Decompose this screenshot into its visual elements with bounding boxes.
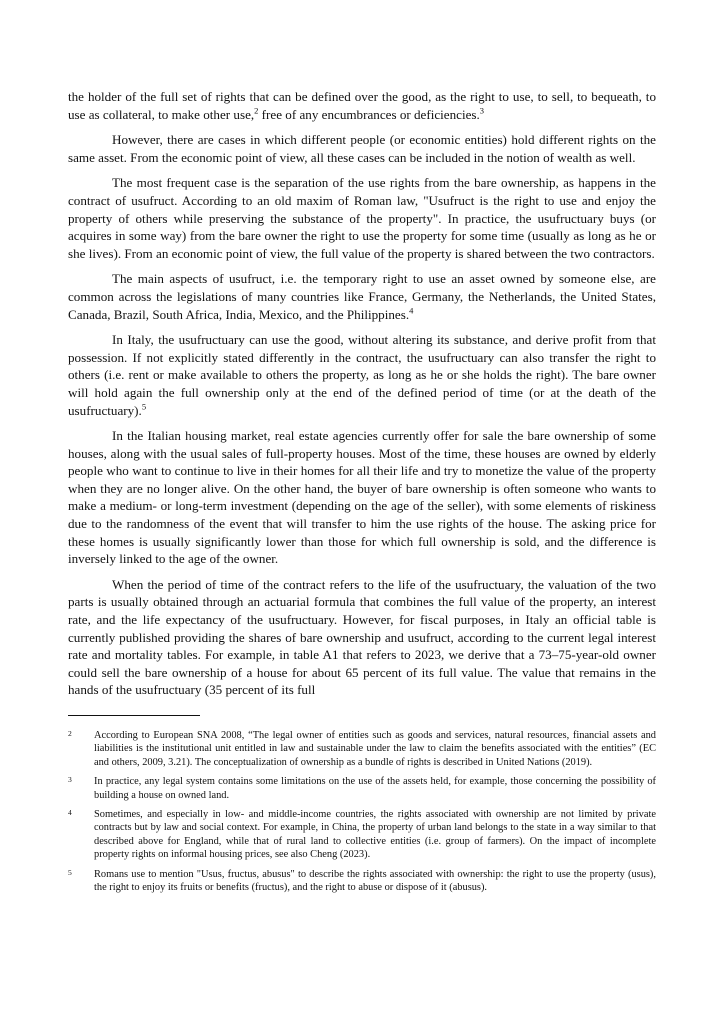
footnote-text: In practice, any legal system contains some limitations on the use of the assets held, for example, those concerning the possibility of building a house on owned land. xyxy=(94,776,656,801)
paragraph-text: The most frequent case is the separation of the use rights from the bare ownership, as happens in the contract of usufruct. According to an old maxim of Roman law, "Usufruct is the right to use and enjoy the property of others while preserving the substance of the property". In practice, the usufructuary buys (or acquires in some way) from the bare owner the right to use the property for some time (usually as long as he or she lives). From an economic point of view, the full value of the property is shared between the two contractors. xyxy=(68,175,656,261)
footnote-number: 5 xyxy=(68,867,72,877)
footnote-3 xyxy=(68,775,656,802)
paragraph-1 xyxy=(68,88,656,123)
footnote-text: Romans use to mention "Usus, fructus, abusus" to describe the rights associated with ownership: the right to use the property (usus), the right to enjoy its fruits or benefits (fructus), and the right to abuse or dispose of it (abusus). xyxy=(94,868,656,894)
paragraph-text: However, there are cases in which different people (or economic entities) hold different rights on the same asset. From the economic point of view, all these cases can be included in the notion of wealth as well. xyxy=(68,132,656,165)
footnote-ref[interactable]: 5 xyxy=(141,401,147,412)
footnote-ref[interactable]: 4 xyxy=(409,305,414,316)
footnote-text: According to European SNA 2008, “The legal owner of entities such as goods and services, natural resources, financial assets and liabilities is the institutional unit entitled in law and sustainable under the law to claim the benefits associated with the entities” (EC and others, 2009, 3.21). The conceptualization of ownership as a bundle of rights is described in United Nations (2019). xyxy=(94,730,656,768)
footnote-number: 3 xyxy=(68,775,72,785)
paragraph-text: The main aspects of usufruct, i.e. the temporary right to use an asset owned by someone else, are common across the legislations of many countries like France, Germany, the Netherlands, the United States, Canada, Brazil, South Africa, India, Mexico, and the Philippines. xyxy=(68,271,656,322)
footnotes xyxy=(68,729,656,894)
paragraph-5 xyxy=(68,331,656,419)
footnote-number: 4 xyxy=(68,808,72,818)
paragraph-4 xyxy=(68,270,656,323)
paragraph-2 xyxy=(68,131,656,166)
footnote-text: Sometimes, and especially in low- and middle-income countries, the rights associated with ownership are not limited by private contracts but by law and social context. For example, in China, the property of urban land belongs to the state in a way similar to that described above for England, while that of rural land to collective entities (i.e. group of farmers). On the impact of incomplete property rights on informal housing prices, see also Cheng (2023). xyxy=(94,809,656,861)
body-text xyxy=(68,88,656,699)
paragraph-7 xyxy=(68,576,656,699)
footnote-divider xyxy=(68,715,200,716)
paragraph-text: When the period of time of the contract refers to the life of the usufructuary, the valuation of the two parts is usually obtained through an actuarial formula that combines the full value of the property, an interest rate, and the life expectancy of the usufructuary. However, for fiscal purposes, in Italy an official table is currently published providing the shares of bare ownership and usufruct, according to the current legal interest rate and mortality tables. For example, in table A1 that refers to 2023, we derive that a 73–75-year-old owner could sell the bare ownership of a house for about 65 percent of its full value. The value that remains in the hands of the usufructuary (35 percent of its full xyxy=(68,576,656,698)
footnote-number: 2 xyxy=(68,729,72,738)
footnote-2 xyxy=(68,729,656,769)
footnote-ref[interactable]: 2 xyxy=(254,105,259,116)
paragraph-6 xyxy=(68,427,656,568)
paragraph-text: In Italy, the usufructuary can use the good, without altering its substance, and derive profit from that possession. If not explicitly stated differently in the contract, the usufructuary can also transfer the right to others (i.e. rent or make available to others the property, as long as he or she holds the right). The bare owner will hold again the full ownership only at the end of the defined period of time (or at the death of the usufructuary). xyxy=(68,332,656,418)
paragraph-text: In the Italian housing market, real estate agencies currently offer for sale the bare ownership of some houses, along with the usual sales of full-property houses. Most of the time, these houses are owned by elderly people who want to continue to live in their homes for all their life and try to monetize the value of the property when they are no longer alive. On the other hand, the buyer of bare ownership is often someone who wants to make a medium- or long-term investment (depending on the age of the seller), with some elements of riskiness due to the randomness of the event that will transfer to him the use rights of the house. The asking price for these homes is usually significantly lower than those for which full ownership is sold, and the difference is inversely linked to the age of the owner. xyxy=(68,428,656,567)
document-page xyxy=(68,88,656,900)
footnote-5 xyxy=(68,868,656,895)
paragraph-text: the holder of the full set of rights that can be defined over the good, as the right to use, to sell, to bequeath, to use as collateral, to make other use, xyxy=(68,89,656,122)
paragraph-text: free of any encumbrances or deficiencies. xyxy=(258,106,480,122)
footnote-ref[interactable]: 3 xyxy=(479,105,485,116)
paragraph-3 xyxy=(68,174,656,262)
footnote-4 xyxy=(68,808,656,862)
